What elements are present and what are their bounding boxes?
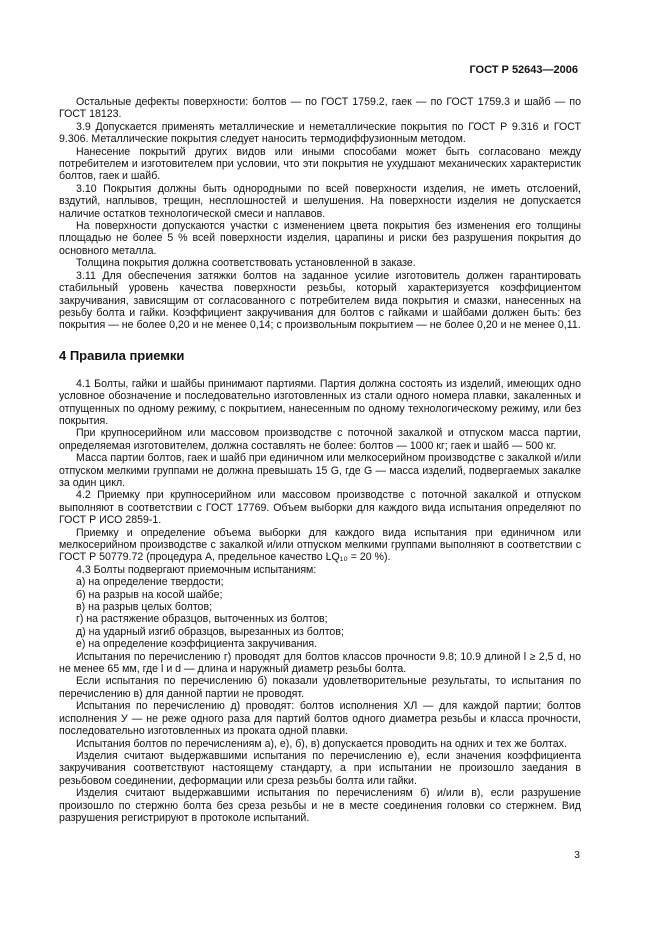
paragraph: Нанесение покрытий других видов или иными способами может быть согласовано между потребителем и изготовителем при условии, что эти покрытия не ухудшают механических характеристик болтов, гаек и шайб. (59, 145, 581, 183)
paragraph: 3.9 Допускается применять металлические и неметаллические покрытия по ГОСТ Р 9.316 и ГОСТ 9.306. Металлические покрытия следует наносить термодиффузионным методом. (59, 120, 581, 146)
paragraph: Испытания болтов по перечислениям а), е), б), в) допускается проводить на одних и тех же болтах. (76, 737, 567, 750)
document-code: ГОСТ Р 52643—2006 (469, 64, 578, 76)
body-text (59, 96, 581, 824)
list-item: г) на растяжение образцов, выточенных из болтов; (76, 613, 328, 626)
paragraph: 4.3 Болты подвергают приемочным испытаниям: (76, 563, 317, 576)
paragraph: Изделия считают выдержавшими испытания по перечислению е), если значения коэффициента закручивания соответствуют настоящему стандарту, а при испытании не произошло заедания в резьбовом соединении, деформации или среза резьбы болта или гайки. (59, 749, 581, 787)
paragraph: Испытания по перечислению д) проводят: болтов исполнения ХЛ — для каждой партии; болтов исполнения У — не реже одного раза для партий болтов одного диаметра резьбы и класса прочности, последовательно изготовленных из проката одной плавки. (59, 700, 581, 738)
paragraph: 4.2 Приемку при крупносерийном или массовом производстве с поточной закалкой и отпуском выполняют в соответствии с ГОСТ 17769. Объем выборки для каждого вида испытания определяют по ГОСТ Р ИСО 2859-1. (59, 489, 581, 527)
paragraph: Толщина покрытия должна соответствовать установленной в заказе. (76, 257, 416, 270)
list-item: б) на разрыв на косой шайбе; (76, 588, 223, 601)
paragraph: 4.1 Болты, гайки и шайбы принимают партиями. Партия должна состоять из изделий, имеющих одно условное обозначение и последовательно изготовленных из стали одного номера плавки, закаленных и отпущенных по одному режиму, с покрытием, нанесенным по одному технологическому режиму, или без покрытия. (59, 377, 581, 427)
paragraph: Масса партии болтов, гаек и шайб при единичном или мелкосерийном производстве с закалкой и/или отпуском мелкими группами не должна превышать 15 G, где G — масса изделий, подвергаемых закалке за один цикл. (59, 452, 581, 489)
page-number: 3 (574, 849, 580, 861)
paragraph: При крупносерийном или массовом производстве с поточной закалкой и отпуском масса партии, определяемая изготовителем, должна составлять не более: болтов — 1000 кг; гаек и шайб — 500 кг. (59, 427, 581, 452)
paragraph: Остальные дефекты поверхности: болтов — по ГОСТ 1759.2, гаек — по ГОСТ 1759.3 и шайб — по ГОСТ 18123. (59, 96, 581, 121)
section-title: 4 Правила приемки (59, 347, 185, 363)
paragraph: Если испытания по перечислению б) показали удовлетворительные результаты, то испытания по перечислению в) для данной партии не проводят. (59, 675, 581, 700)
list-item: в) на разрыв целых болтов; (76, 601, 213, 614)
paragraph: Приемку и определение объема выборки для каждого вида испытания при единичном или мелкосерийном производстве с закалкой и/или отпуском мелкими группами выполняют в соответствии с ГОСТ Р 50779.72 (процедура А, предельное качество LQ₁₀ = 20 %). (59, 526, 581, 564)
paragraph: 3.11 Для обеспечения затяжки болтов на заданное усилие изготовитель должен гарантировать стабильный уровень качества поверхности резьбы, который характеризуется коэффициентом закручивания, зависящим от согласованного с потребителем вида покрытия и смазки, нанесенных на резьбу болта и гайки. Коэффициент закручивания для болтов с гайками и шайбами должен быть: без покрытия — не более 0,20 и не менее 0,14; с произвольным покрытием — не более 0,20 и не менее 0,11. (59, 269, 581, 332)
list-item: е) на определение коэффициента закручивания. (76, 638, 318, 651)
paragraph: Изделия считают выдержавшими испытания по перечислениям б) и/или в), если разрушение произошло по стержню болта без среза резьбы и не в месте соединения головки со стержнем. Вид разрушения регистрируют в протоколе испытаний. (59, 787, 581, 824)
paragraph: Испытания по перечислению г) проводят для болтов классов прочности 9.8; 10.9 длиной l ≥ 2,5 d, но не менее 65 мм, где l и d — длина и наружный диаметр резьбы болта. (59, 650, 581, 676)
list-item: а) на определение твердости; (76, 576, 224, 589)
paragraph: 3.10 Покрытия должны быть однородными по всей поверхности изделия, не иметь отслоений, вздутий, наплывов, трещин, несплошностей и шелушения. На поверхности изделия не допускается наличие остатков технологической смеси и наплавов. (59, 182, 581, 220)
paragraph: На поверхности допускаются участки с изменением цвета покрытия без изменения его толщины площадью не более 5 % всей поверхности изделия, царапины и риски без разрушения покрытия до основного металла. (59, 220, 581, 257)
list-item: д) на ударный изгиб образцов, вырезанных из болтов; (76, 625, 344, 638)
